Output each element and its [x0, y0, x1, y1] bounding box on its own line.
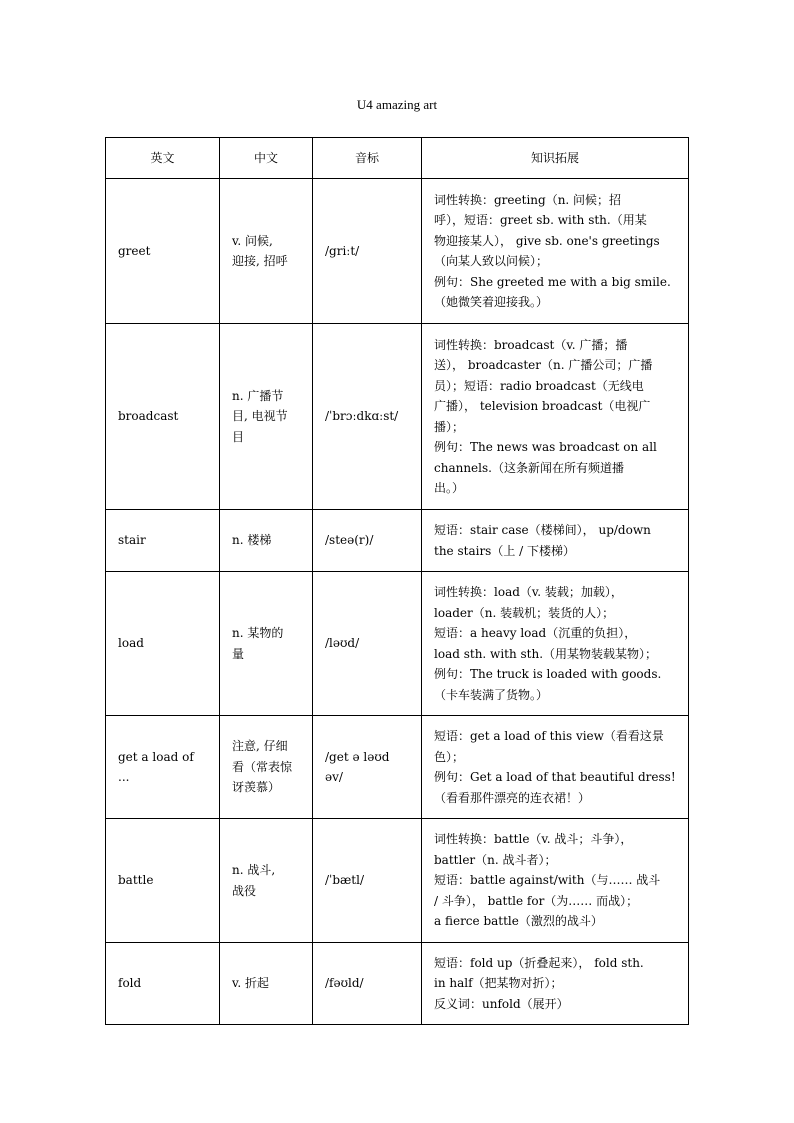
table-header-row — [106, 138, 689, 179]
note-line: 呼），短语：greet sb. with sth.（用某 — [434, 213, 647, 227]
knowledge-cell — [422, 943, 689, 1025]
meaning-cell — [220, 179, 313, 324]
phonetic-cell: /ləʊd/ — [313, 572, 422, 716]
word-cell: get a load of ... — [106, 716, 220, 819]
note-line: 送）， broadcaster（n. 广播公司；广播 — [434, 358, 653, 372]
meaning-line: 看（常表惊 — [232, 759, 293, 774]
meaning-line: v. 折起 — [232, 976, 269, 991]
table-row — [106, 572, 689, 716]
knowledge-cell — [422, 716, 689, 819]
note-line: the stairs（上 / 下楼梯） — [434, 543, 576, 558]
note-line: （她微笑着迎接我。） — [434, 295, 549, 309]
note-line: 短语：a heavy load（沉重的负担）， — [434, 626, 637, 640]
phonetic-cell: /ˈbrɔːdkɑːst/ — [313, 324, 422, 510]
note-line: 词性转换：load（v. 装载；加载）， — [434, 585, 623, 599]
table-row — [106, 819, 689, 943]
note-line: （卡车装满了货物。） — [434, 687, 549, 702]
note-line: 例句：The truck is loaded with goods. — [434, 667, 662, 681]
meaning-cell — [220, 943, 313, 1025]
vocabulary-table — [105, 137, 689, 1025]
meaning-cell — [220, 572, 313, 716]
knowledge-cell — [422, 179, 689, 324]
header-english: 英文 — [106, 138, 220, 179]
meaning-line: 迎接, 招呼 — [232, 254, 288, 268]
word-cell: stair — [106, 510, 220, 572]
meaning-cell — [220, 819, 313, 943]
table-row — [106, 179, 689, 324]
table-row — [106, 324, 689, 510]
table-row — [106, 716, 689, 819]
knowledge-cell — [422, 510, 689, 572]
meaning-line: 讶羡慕） — [232, 780, 281, 795]
note-line: in half（把某物对折）； — [434, 976, 563, 991]
meaning-line: 量 — [232, 646, 245, 661]
meaning-cell — [220, 510, 313, 572]
phonetic-cell: /get ə ləʊd əv/ — [313, 716, 422, 819]
knowledge-cell — [422, 819, 689, 943]
word-cell: load — [106, 572, 220, 716]
meaning-line: n. 某物的 — [232, 626, 284, 640]
knowledge-cell — [422, 572, 689, 716]
note-line: loader（n. 装载机；装货的人）； — [434, 605, 615, 620]
note-line: 播）； — [434, 419, 465, 434]
note-line: （向某人致以问候）； — [434, 254, 549, 268]
note-line: （看看那件漂亮的连衣裙！） — [434, 790, 591, 805]
document-title: U4 amazing art — [356, 97, 438, 112]
knowledge-cell — [422, 324, 689, 510]
phonetic-cell: /griːt/ — [313, 179, 422, 324]
word-cell: fold — [106, 943, 220, 1025]
phonetic-cell: /steə(r)/ — [313, 510, 422, 572]
meaning-line: n. 楼梯 — [232, 533, 272, 548]
note-line: 色）； — [434, 749, 465, 764]
note-line: battler（n. 战斗者）； — [434, 852, 557, 867]
note-line: 词性转换：broadcast（v. 广播；播 — [434, 337, 628, 352]
header-knowledge: 知识拓展 — [422, 138, 689, 179]
note-line: channels.（这条新闻在所有频道播 — [434, 460, 624, 475]
note-line: 例句：The news was broadcast on all — [434, 440, 657, 454]
note-line: 例句：She greeted me with a big smile. — [434, 274, 671, 289]
meaning-line: n. 广播节 — [232, 388, 284, 403]
table-row — [106, 510, 689, 572]
note-line: a fierce battle（激烈的战斗） — [434, 914, 603, 929]
note-line: 短语：fold up（折叠起来）， fold sth. — [434, 955, 644, 970]
note-line: 短语：stair case（楼梯间）， up/down — [434, 523, 651, 537]
meaning-cell — [220, 716, 313, 819]
note-line: 员）；短语：radio broadcast（无线电 — [434, 378, 644, 393]
header-phonetic: 音标 — [313, 138, 422, 179]
note-line: 短语：get a load of this view（看看这景 — [434, 729, 664, 743]
meaning-line: 注意, 仔细 — [232, 739, 288, 754]
meaning-line: 战役 — [232, 883, 257, 898]
meaning-cell — [220, 324, 313, 510]
meaning-line: 目, 电视节 — [232, 409, 288, 424]
word-cell: battle — [106, 819, 220, 943]
table-row — [106, 943, 689, 1025]
note-line: 短语：battle against/with（与…… 战斗 — [434, 873, 661, 888]
phonetic-cell: /fəʊld/ — [313, 943, 422, 1025]
note-line: 词性转换：greeting（n. 问候；招 — [434, 192, 622, 207]
word-cell: broadcast — [106, 324, 220, 510]
note-line: 词性转换：battle（v. 战斗；斗争）， — [434, 832, 633, 847]
meaning-line: n. 战斗, — [232, 863, 276, 877]
note-line: 反义词：unfold（展开） — [434, 996, 569, 1011]
note-line: / 斗争）， battle for（为…… 而战）； — [434, 893, 639, 908]
header-chinese: 中文 — [220, 138, 313, 179]
note-line: 例句：Get a load of that beautiful dress! — [434, 770, 676, 784]
note-line: 广播）， television broadcast（电视广 — [434, 399, 651, 413]
word-cell: greet — [106, 179, 220, 324]
note-line: 出。） — [434, 481, 465, 495]
note-line: load sth. with sth.（用某物装载某物）； — [434, 646, 658, 661]
meaning-line: v. 问候, — [232, 233, 273, 248]
meaning-line: 目 — [232, 429, 245, 444]
phonetic-cell: /ˈbætl/ — [313, 819, 422, 943]
note-line: 物迎接某人）， give sb. one's greetings — [434, 233, 660, 248]
